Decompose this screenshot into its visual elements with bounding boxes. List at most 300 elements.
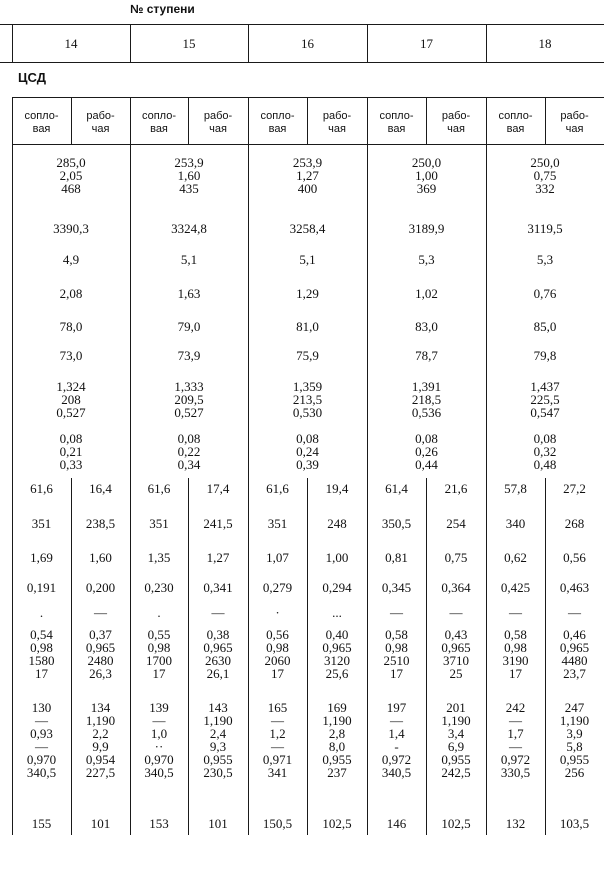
split-cell <box>545 701 604 779</box>
cell-value: 1,60 <box>89 550 112 565</box>
merged-cell <box>130 349 248 362</box>
cell-value: 0,955 <box>559 752 590 767</box>
cell-value: 3190 <box>502 653 529 668</box>
split-cell <box>307 817 367 830</box>
cell-value: 1,2 <box>269 726 286 741</box>
subheader-nozzle: сопло- вая <box>379 110 414 135</box>
cell-value: 0,08 <box>59 431 83 446</box>
split-cell <box>367 817 426 830</box>
cell-value: . <box>39 605 44 620</box>
split-cell <box>486 628 545 680</box>
cell-value: 146 <box>386 816 407 831</box>
split-cell <box>71 551 130 564</box>
cell-value: 85,0 <box>533 319 557 334</box>
cell-value: 1,29 <box>296 286 319 301</box>
cell-value: 5,1 <box>180 252 198 267</box>
cell-value: 0,230 <box>144 580 174 595</box>
cell-value: ... <box>332 605 342 620</box>
cell-value: 73,0 <box>59 348 83 363</box>
split-cell <box>130 817 188 830</box>
split-cell <box>545 606 604 619</box>
merged-cell <box>130 432 248 471</box>
cell-value: . <box>157 605 161 620</box>
cell-value: 435 <box>179 181 199 196</box>
cell-value: 253,9 <box>174 155 204 170</box>
cell-value: 0,536 <box>411 405 442 420</box>
cell-value: 102,5 <box>441 816 471 831</box>
cell-value: 79,0 <box>177 319 201 334</box>
subheader-working: рабо- чая <box>203 110 233 135</box>
split-cell <box>188 517 248 530</box>
cell-value: 0,32 <box>533 444 557 459</box>
cell-value: 153 <box>149 816 169 831</box>
split-cell <box>367 701 426 779</box>
cell-value: 1,35 <box>147 550 171 565</box>
cell-value: ·· <box>154 739 164 754</box>
cell-value: 250,0 <box>530 155 560 170</box>
cell-value: 79,8 <box>533 348 557 363</box>
cell-value: 17 <box>152 666 166 681</box>
cell-value: 0,34 <box>177 457 201 472</box>
cell-value: 340,5 <box>381 765 412 780</box>
cell-value: 350,5 <box>381 516 412 531</box>
cell-value: — <box>390 713 403 728</box>
merged-cell <box>248 320 367 333</box>
stage-number-header: № ступени <box>130 2 195 16</box>
cell-value: 0,955 <box>203 752 233 767</box>
cell-value: 101 <box>208 816 228 831</box>
cell-value: 101 <box>90 816 111 831</box>
cell-value: 0,54 <box>30 627 53 642</box>
cell-value: 1,359 <box>292 379 323 394</box>
merged-cell <box>486 253 604 266</box>
merged-cell <box>130 380 248 419</box>
cell-value: 3189,9 <box>408 221 445 236</box>
cell-value: 155 <box>31 816 52 831</box>
split-cell <box>426 517 486 530</box>
split-cell <box>545 628 604 680</box>
merged-cell <box>12 156 130 195</box>
cell-value: 2,05 <box>59 168 83 183</box>
stage-number-18: 18 <box>538 36 552 51</box>
cell-value: 332 <box>535 181 555 196</box>
cell-value: — <box>390 605 403 620</box>
merged-cell <box>486 349 604 362</box>
cell-value: 201 <box>446 700 466 715</box>
cell-value: 0,38 <box>206 627 230 642</box>
split-cell <box>248 482 307 495</box>
cell-value: 242 <box>505 700 526 715</box>
cell-value: 0,39 <box>296 457 319 472</box>
cell-value: 256 <box>564 765 585 780</box>
cell-value: 61,4 <box>385 481 408 496</box>
cell-value: 17 <box>509 666 522 681</box>
cell-value: 1,02 <box>415 286 438 301</box>
subheader-working: рабо- чая <box>86 110 115 135</box>
cell-value: 0,527 <box>174 405 204 420</box>
cell-value: 17 <box>35 666 48 681</box>
split-cell <box>367 581 426 594</box>
split-cell <box>307 482 367 495</box>
split-cell <box>426 628 486 680</box>
cell-value: — <box>509 739 522 754</box>
merged-cell <box>367 380 486 419</box>
cell-value: 1,69 <box>30 550 53 565</box>
split-cell <box>307 551 367 564</box>
subheader-nozzle: сопло- вая <box>141 110 177 135</box>
cell-value: 1,07 <box>266 550 289 565</box>
split-cell <box>367 517 426 530</box>
merged-cell <box>12 432 130 471</box>
cell-value: 468 <box>61 181 81 196</box>
cell-value: 143 <box>208 700 228 715</box>
cell-value: 238,5 <box>85 516 116 531</box>
merged-cell <box>248 380 367 419</box>
split-cell <box>367 606 426 619</box>
cell-value: 1,0 <box>150 726 168 741</box>
split-cell <box>486 606 545 619</box>
split-cell <box>545 517 604 530</box>
cell-value: 0,364 <box>441 580 471 595</box>
cell-value: 73,9 <box>177 348 201 363</box>
cell-value: 8,0 <box>328 739 346 754</box>
cell-value: 17,4 <box>206 481 230 496</box>
cell-value: 27,2 <box>563 481 586 496</box>
subheader-bottom-rule <box>12 144 604 145</box>
cell-value: 248 <box>327 516 347 531</box>
split-cell <box>12 628 71 680</box>
cell-value: 1580 <box>28 653 55 668</box>
cell-value: 253,9 <box>292 155 323 170</box>
header-bottom-rule <box>0 62 604 63</box>
merged-cell <box>12 253 130 266</box>
cell-value: 102,5 <box>322 816 352 831</box>
cell-value: 3324,8 <box>171 221 207 236</box>
split-cell <box>367 628 426 680</box>
cell-value: 4480 <box>561 653 588 668</box>
cell-value: 1,391 <box>411 379 442 394</box>
split-cell <box>248 606 307 619</box>
cell-value: 0,22 <box>177 444 201 459</box>
split-cell <box>188 628 248 680</box>
split-cell <box>545 581 604 594</box>
cell-value: 0,972 <box>500 752 531 767</box>
split-cell <box>71 817 130 830</box>
merged-cell <box>130 287 248 300</box>
split-cell <box>248 628 307 680</box>
cell-value: 61,6 <box>30 481 53 496</box>
cell-value: 9,3 <box>209 739 227 754</box>
split-cell <box>188 551 248 564</box>
split-cell <box>486 517 545 530</box>
cell-value: 285,0 <box>56 155 86 170</box>
cell-value: 242,5 <box>441 765 471 780</box>
cell-value: 0,21 <box>59 444 83 459</box>
cell-value: 0,58 <box>504 627 527 642</box>
split-cell <box>188 482 248 495</box>
cell-value: 0,62 <box>504 550 527 565</box>
cell-value: 2,8 <box>328 726 346 741</box>
cell-value: 2,2 <box>92 726 109 741</box>
cell-value: 1,27 <box>296 168 319 183</box>
cell-value: 1,324 <box>56 379 86 394</box>
cell-value: 351 <box>31 516 52 531</box>
merged-cell <box>12 320 130 333</box>
cell-value: — <box>211 605 225 620</box>
split-cell <box>130 701 188 779</box>
cell-value: 0,08 <box>533 431 557 446</box>
cell-value: 2480 <box>87 653 114 668</box>
merged-cell <box>248 253 367 266</box>
split-cell <box>12 517 71 530</box>
cell-value: 0,955 <box>441 752 471 767</box>
cell-value: 0,547 <box>530 405 560 420</box>
cell-value: 225,5 <box>530 392 560 407</box>
cell-value: 1,190 <box>559 713 590 728</box>
cell-value: 1,437 <box>530 379 560 394</box>
cell-value: 400 <box>297 181 318 196</box>
cell-value: 134 <box>90 700 111 715</box>
cell-value: 1,333 <box>174 379 204 394</box>
cell-value: 61,6 <box>266 481 289 496</box>
split-cell <box>188 701 248 779</box>
cell-value: 3258,4 <box>289 221 326 236</box>
cell-value: 0,425 <box>500 580 531 595</box>
cell-value: 2510 <box>383 653 410 668</box>
split-cell <box>188 581 248 594</box>
cell-value: 0,98 <box>385 640 408 655</box>
split-cell <box>307 581 367 594</box>
split-cell <box>307 517 367 530</box>
subheader-nozzle: сопло- вая <box>260 110 295 135</box>
merged-cell <box>248 222 367 235</box>
merged-cell <box>486 222 604 235</box>
cell-value: 17 <box>271 666 284 681</box>
stage-number-14: 14 <box>64 36 78 51</box>
cell-value: 5,8 <box>566 739 583 754</box>
cell-value: 0,955 <box>322 752 352 767</box>
merged-cell <box>367 287 486 300</box>
split-cell <box>12 817 71 830</box>
cell-value: 0,965 <box>322 640 352 655</box>
cell-value: — <box>509 605 522 620</box>
cell-value: - <box>394 739 399 754</box>
cell-value: 21,6 <box>444 481 468 496</box>
split-cell <box>248 817 307 830</box>
split-cell <box>545 482 604 495</box>
cell-value: 1,60 <box>177 168 201 183</box>
cell-value: 0,965 <box>441 640 471 655</box>
cell-value: — <box>35 739 48 754</box>
cell-value: 0,971 <box>262 752 293 767</box>
subheader-working: рабо- чая <box>322 110 352 135</box>
cell-value: 4,9 <box>62 252 80 267</box>
cell-value: 0,954 <box>85 752 116 767</box>
merged-cell <box>486 287 604 300</box>
cell-value: 369 <box>416 181 437 196</box>
cell-value: 0,970 <box>144 752 174 767</box>
cell-value: 0,58 <box>385 627 408 642</box>
split-cell <box>188 817 248 830</box>
cell-value: 83,0 <box>415 319 438 334</box>
split-cell <box>426 581 486 594</box>
split-cell <box>426 701 486 779</box>
cell-value: 0,75 <box>444 550 468 565</box>
merged-cell <box>130 222 248 235</box>
split-cell <box>188 606 248 619</box>
split-cell <box>130 606 188 619</box>
cell-value: — <box>568 605 581 620</box>
cell-value: 1,190 <box>441 713 471 728</box>
cell-value: 0,191 <box>26 580 57 595</box>
merged-cell <box>367 432 486 471</box>
cell-value: 139 <box>149 700 169 715</box>
cell-value: 0,463 <box>559 580 590 595</box>
merged-cell <box>130 320 248 333</box>
cell-value: 0,98 <box>504 640 527 655</box>
split-cell <box>130 482 188 495</box>
cell-value: 0,48 <box>533 457 557 472</box>
split-cell <box>307 701 367 779</box>
cell-value: 0,98 <box>266 640 289 655</box>
merged-cell <box>12 349 130 362</box>
subheader-working: рабо- чая <box>560 110 589 135</box>
split-cell <box>130 581 188 594</box>
cell-value: 3119,5 <box>527 221 563 236</box>
merged-cell <box>367 222 486 235</box>
cell-value: 247 <box>564 700 585 715</box>
cell-value: 0,08 <box>415 431 438 446</box>
cell-value: 0,55 <box>147 627 171 642</box>
cell-value: 340 <box>505 516 526 531</box>
cell-value: 1700 <box>146 653 172 668</box>
split-cell <box>12 551 71 564</box>
cell-value: 237 <box>327 765 347 780</box>
cell-value: 0,279 <box>262 580 293 595</box>
split-cell <box>248 581 307 594</box>
cell-value: 209,5 <box>174 392 204 407</box>
split-cell <box>71 482 130 495</box>
merged-cell <box>130 253 248 266</box>
cell-value: 241,5 <box>203 516 233 531</box>
cell-value: 0,970 <box>26 752 57 767</box>
split-cell <box>307 606 367 619</box>
merged-cell <box>130 156 248 195</box>
cell-value: 340,5 <box>144 765 174 780</box>
subheader-nozzle: сопло- вая <box>498 110 533 135</box>
split-cell <box>486 701 545 779</box>
cell-value: 0,56 <box>266 627 289 642</box>
cell-value: 1,4 <box>388 726 405 741</box>
cell-value: 0,93 <box>30 726 53 741</box>
split-cell <box>71 701 130 779</box>
cell-value: 169 <box>327 700 347 715</box>
cell-value: 1,00 <box>325 550 349 565</box>
cell-value: 26,3 <box>89 666 112 681</box>
cell-value: 0,294 <box>322 580 352 595</box>
cell-value: 19,4 <box>325 481 349 496</box>
cell-value: 75,9 <box>296 348 319 363</box>
cell-value: 0,98 <box>147 640 171 655</box>
cell-value: 227,5 <box>85 765 116 780</box>
split-cell <box>426 606 486 619</box>
cell-value: 218,5 <box>411 392 442 407</box>
cell-value: 2060 <box>264 653 291 668</box>
section-label: ЦСД <box>18 70 46 85</box>
cell-value: 0,46 <box>563 627 586 642</box>
merged-cell <box>12 222 130 235</box>
cell-value: 0,56 <box>563 550 586 565</box>
split-cell <box>130 628 188 680</box>
cell-value: 130 <box>31 700 52 715</box>
stage-number-15: 15 <box>182 36 196 51</box>
cell-value: 17 <box>390 666 403 681</box>
merged-cell <box>367 253 486 266</box>
split-cell <box>12 606 71 619</box>
cell-value: 0,530 <box>292 405 323 420</box>
cell-value: 0,26 <box>415 444 438 459</box>
cell-value: 0,965 <box>559 640 590 655</box>
cell-value: 0,341 <box>203 580 233 595</box>
split-cell <box>367 551 426 564</box>
cell-value: 0,200 <box>85 580 116 595</box>
cell-value: 254 <box>446 516 466 531</box>
cell-value: · <box>275 605 280 620</box>
cell-value: 0,24 <box>296 444 319 459</box>
cell-value: — <box>152 713 166 728</box>
cell-value: 213,5 <box>292 392 323 407</box>
cell-value: 0,76 <box>533 286 557 301</box>
cell-value: 57,8 <box>504 481 527 496</box>
cell-value: 2,4 <box>209 726 227 741</box>
cell-value: 208 <box>61 392 81 407</box>
cell-value: 26,1 <box>206 666 230 681</box>
cell-value: 3710 <box>443 653 469 668</box>
subheader-nozzle: сопло- вая <box>24 110 59 135</box>
split-cell <box>12 701 71 779</box>
cell-value: 81,0 <box>296 319 319 334</box>
split-cell <box>248 517 307 530</box>
merged-cell <box>367 156 486 195</box>
cell-value: 0,965 <box>203 640 233 655</box>
cell-value: 0,37 <box>89 627 112 642</box>
split-cell <box>486 817 545 830</box>
split-cell <box>486 551 545 564</box>
cell-value: 6,9 <box>447 739 465 754</box>
split-cell <box>307 628 367 680</box>
cell-value: — <box>94 605 107 620</box>
cell-value: 150,5 <box>262 816 293 831</box>
cell-value: — <box>449 605 463 620</box>
cell-value: 61,6 <box>147 481 171 496</box>
cell-value: 3,9 <box>566 726 583 741</box>
cell-value: — <box>271 739 284 754</box>
cell-value: 3,4 <box>447 726 465 741</box>
cell-value: 330,5 <box>500 765 531 780</box>
cell-value: 0,98 <box>30 640 53 655</box>
merged-cell <box>248 432 367 471</box>
split-cell <box>248 551 307 564</box>
cell-value: 1,190 <box>203 713 233 728</box>
merged-cell <box>367 349 486 362</box>
cell-value: 250,0 <box>411 155 442 170</box>
cell-value: 0,08 <box>177 431 201 446</box>
cell-value: 341 <box>267 765 288 780</box>
split-cell <box>367 482 426 495</box>
cell-value: 25,6 <box>325 666 349 681</box>
cell-value: 268 <box>564 516 585 531</box>
cell-value: 0,33 <box>59 457 83 472</box>
